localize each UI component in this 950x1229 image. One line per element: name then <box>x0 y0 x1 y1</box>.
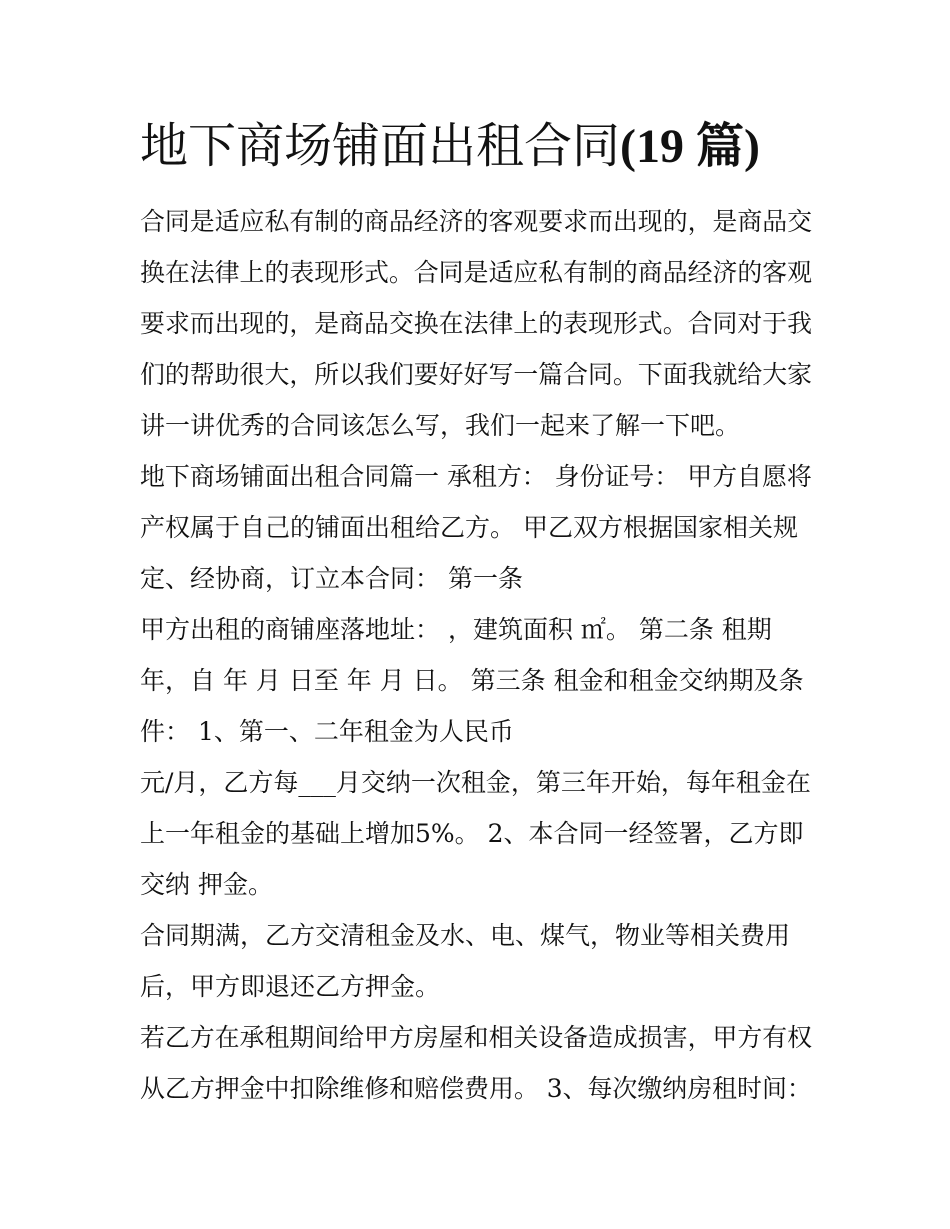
page-title <box>140 116 760 177</box>
body-line: 产权属于自己的铺面出租给乙方。 甲乙双方根据国家相关规 <box>140 513 798 542</box>
body-line: 合同是适应私有制的商品经济的客观要求而出现的，是商品交 <box>140 207 813 236</box>
body-line: 地下商场铺面出租合同篇一 承租方： 身份证号： 甲方自愿将 <box>140 462 812 491</box>
body-line: 上一年租金的基础上增加5%。 2、本合同一经签署，乙方即 <box>140 819 804 848</box>
body-line: 件： 1、第一、二年租金为人民币 <box>140 717 514 746</box>
body-line: 元/月，乙方每___月交纳一次租金，第三年开始，每年租金在 <box>140 768 811 797</box>
body-line: 若乙方在承租期间给甲方房屋和相关设备造成损害，甲方有权 <box>140 1023 813 1052</box>
body-line: 后，甲方即退还乙方押金。 <box>140 972 441 1001</box>
body-line: 要求而出现的，是商品交换在法律上的表现形式。合同对于我 <box>140 309 813 338</box>
body-line: 年，自 年 月 日至 年 月 日。 第三条 租金和租金交纳期及条 <box>140 666 804 695</box>
body-line: 从乙方押金中扣除维修和赔偿费用。 3、每次缴纳房租时间： <box>140 1074 812 1103</box>
body-line: 讲一讲优秀的合同该怎么写，我们一起来了解一下吧。 <box>140 411 741 440</box>
body-line: 换在法律上的表现形式。合同是适应私有制的商品经济的客观 <box>140 258 813 287</box>
body-line: 合同期满，乙方交清租金及水、电、煤气，物业等相关费用 <box>140 921 791 950</box>
title-count: (19 篇) <box>620 120 760 173</box>
title-text: 地下商场铺面出租合同 <box>140 118 621 174</box>
body-line: 交纳 押金。 <box>140 870 273 899</box>
body-line: 甲方出租的商铺座落地址： ，建筑面积 ㎡。 第二条 租期 <box>140 615 772 644</box>
body-line: 定、经协商，订立本合同： 第一条 <box>140 564 523 593</box>
body-line: 们的帮助很大，所以我们要好好写一篇合同。下面我就给大家 <box>140 360 813 389</box>
